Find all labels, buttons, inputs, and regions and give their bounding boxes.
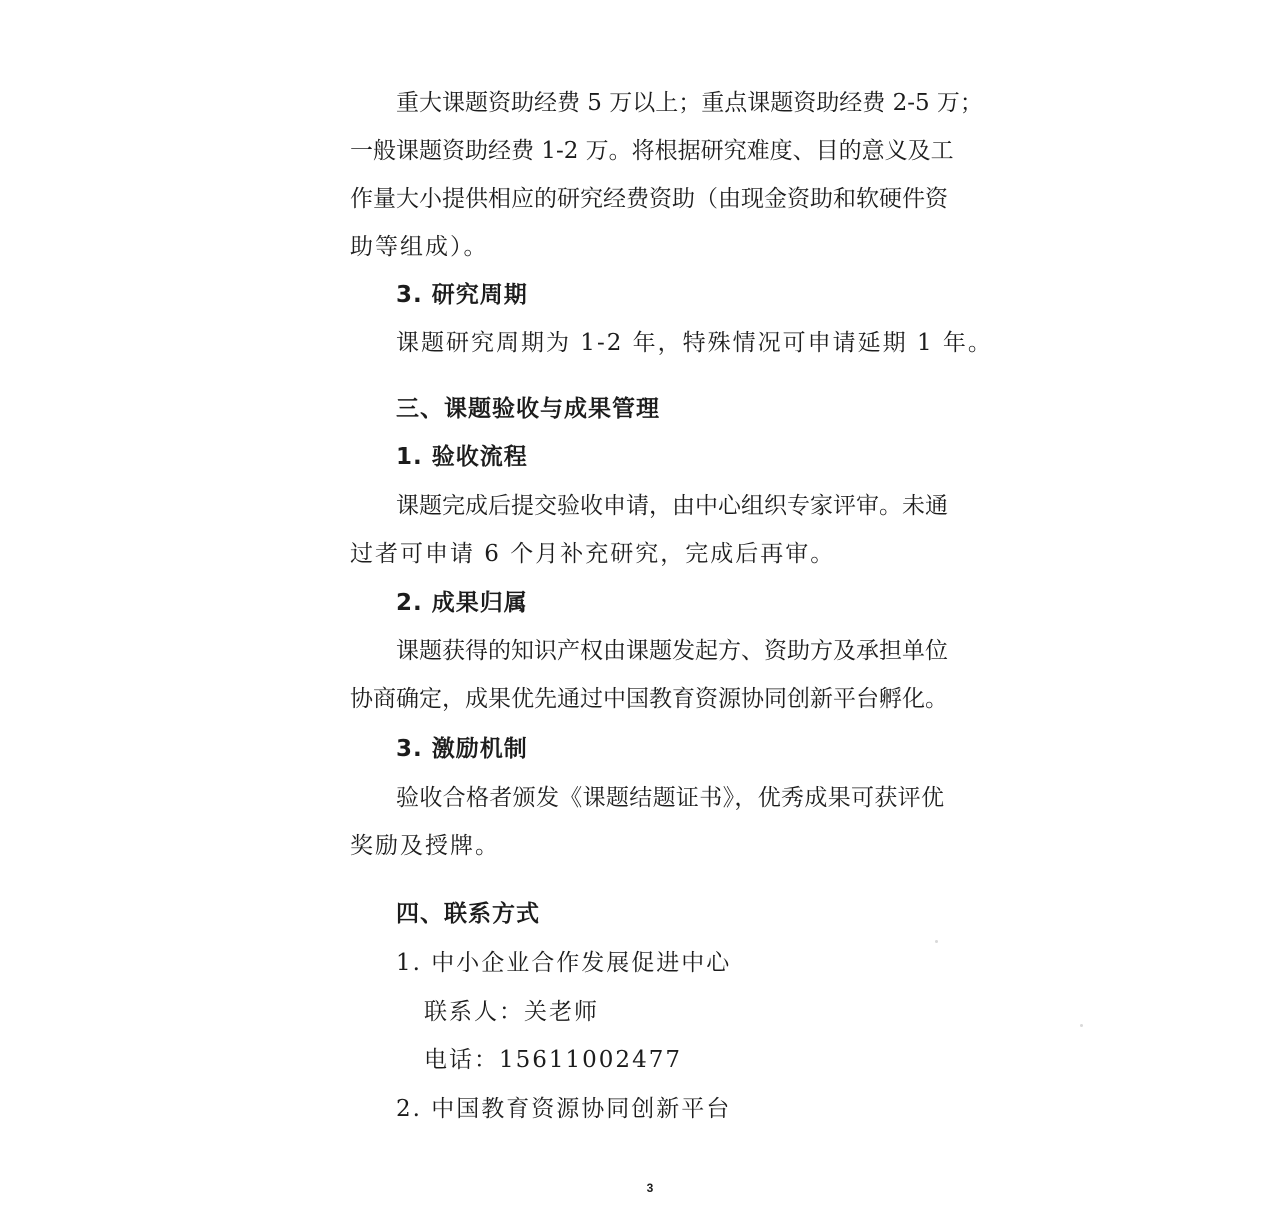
paragraph-funding-line-1: 重大课题资助经费 5 万以上；重点课题资助经费 2-5 万； — [396, 90, 983, 116]
paragraph-acceptance-line-1: 课题完成后提交验收申请，由中心组织专家评审。未通 — [396, 493, 948, 519]
paragraph-funding-line-3: 作量大小提供相应的研究经费资助（由现金资助和软硬件资 — [350, 186, 948, 212]
scan-speck — [935, 940, 938, 943]
scan-speck — [1080, 1024, 1083, 1027]
paragraph-ownership-line-2: 协商确定，成果优先通过中国教育资源协同创新平台孵化。 — [350, 686, 948, 712]
paragraph-ownership-line-1: 课题获得的知识产权由课题发起方、资助方及承担单位 — [396, 638, 948, 664]
heading-incentive: 3. 激励机制 — [396, 736, 528, 762]
paragraph-incentive-line-1: 验收合格者颁发《课题结题证书》，优秀成果可获评优 — [396, 785, 944, 811]
heading-acceptance-process: 1. 验收流程 — [396, 444, 528, 470]
paragraph-funding-line-4: 助等组成）。 — [350, 234, 489, 260]
contact-org-2: 2. 中国教育资源协同创新平台 — [396, 1096, 732, 1122]
paragraph-incentive-line-2: 奖励及授牌。 — [350, 833, 500, 859]
contact-org-1: 1. 中小企业合作发展促进中心 — [396, 950, 732, 976]
heading-ownership: 2. 成果归属 — [396, 590, 528, 616]
section-heading-acceptance: 三、课题验收与成果管理 — [396, 396, 660, 422]
paragraph-funding-line-2: 一般课题资助经费 1-2 万。将根据研究难度、目的意义及工 — [350, 138, 954, 164]
heading-research-period: 3. 研究周期 — [396, 282, 528, 308]
page-number: 3 — [646, 1181, 654, 1195]
contact-person: 联系人：关老师 — [424, 999, 599, 1025]
contact-phone: 电话：15611002477 — [424, 1047, 682, 1073]
paragraph-acceptance-line-2: 过者可申请 6 个月补充研究，完成后再审。 — [350, 541, 836, 567]
section-heading-contact: 四、联系方式 — [396, 901, 540, 927]
paragraph-research-period: 课题研究周期为 1-2 年，特殊情况可申请延期 1 年。 — [396, 330, 993, 356]
